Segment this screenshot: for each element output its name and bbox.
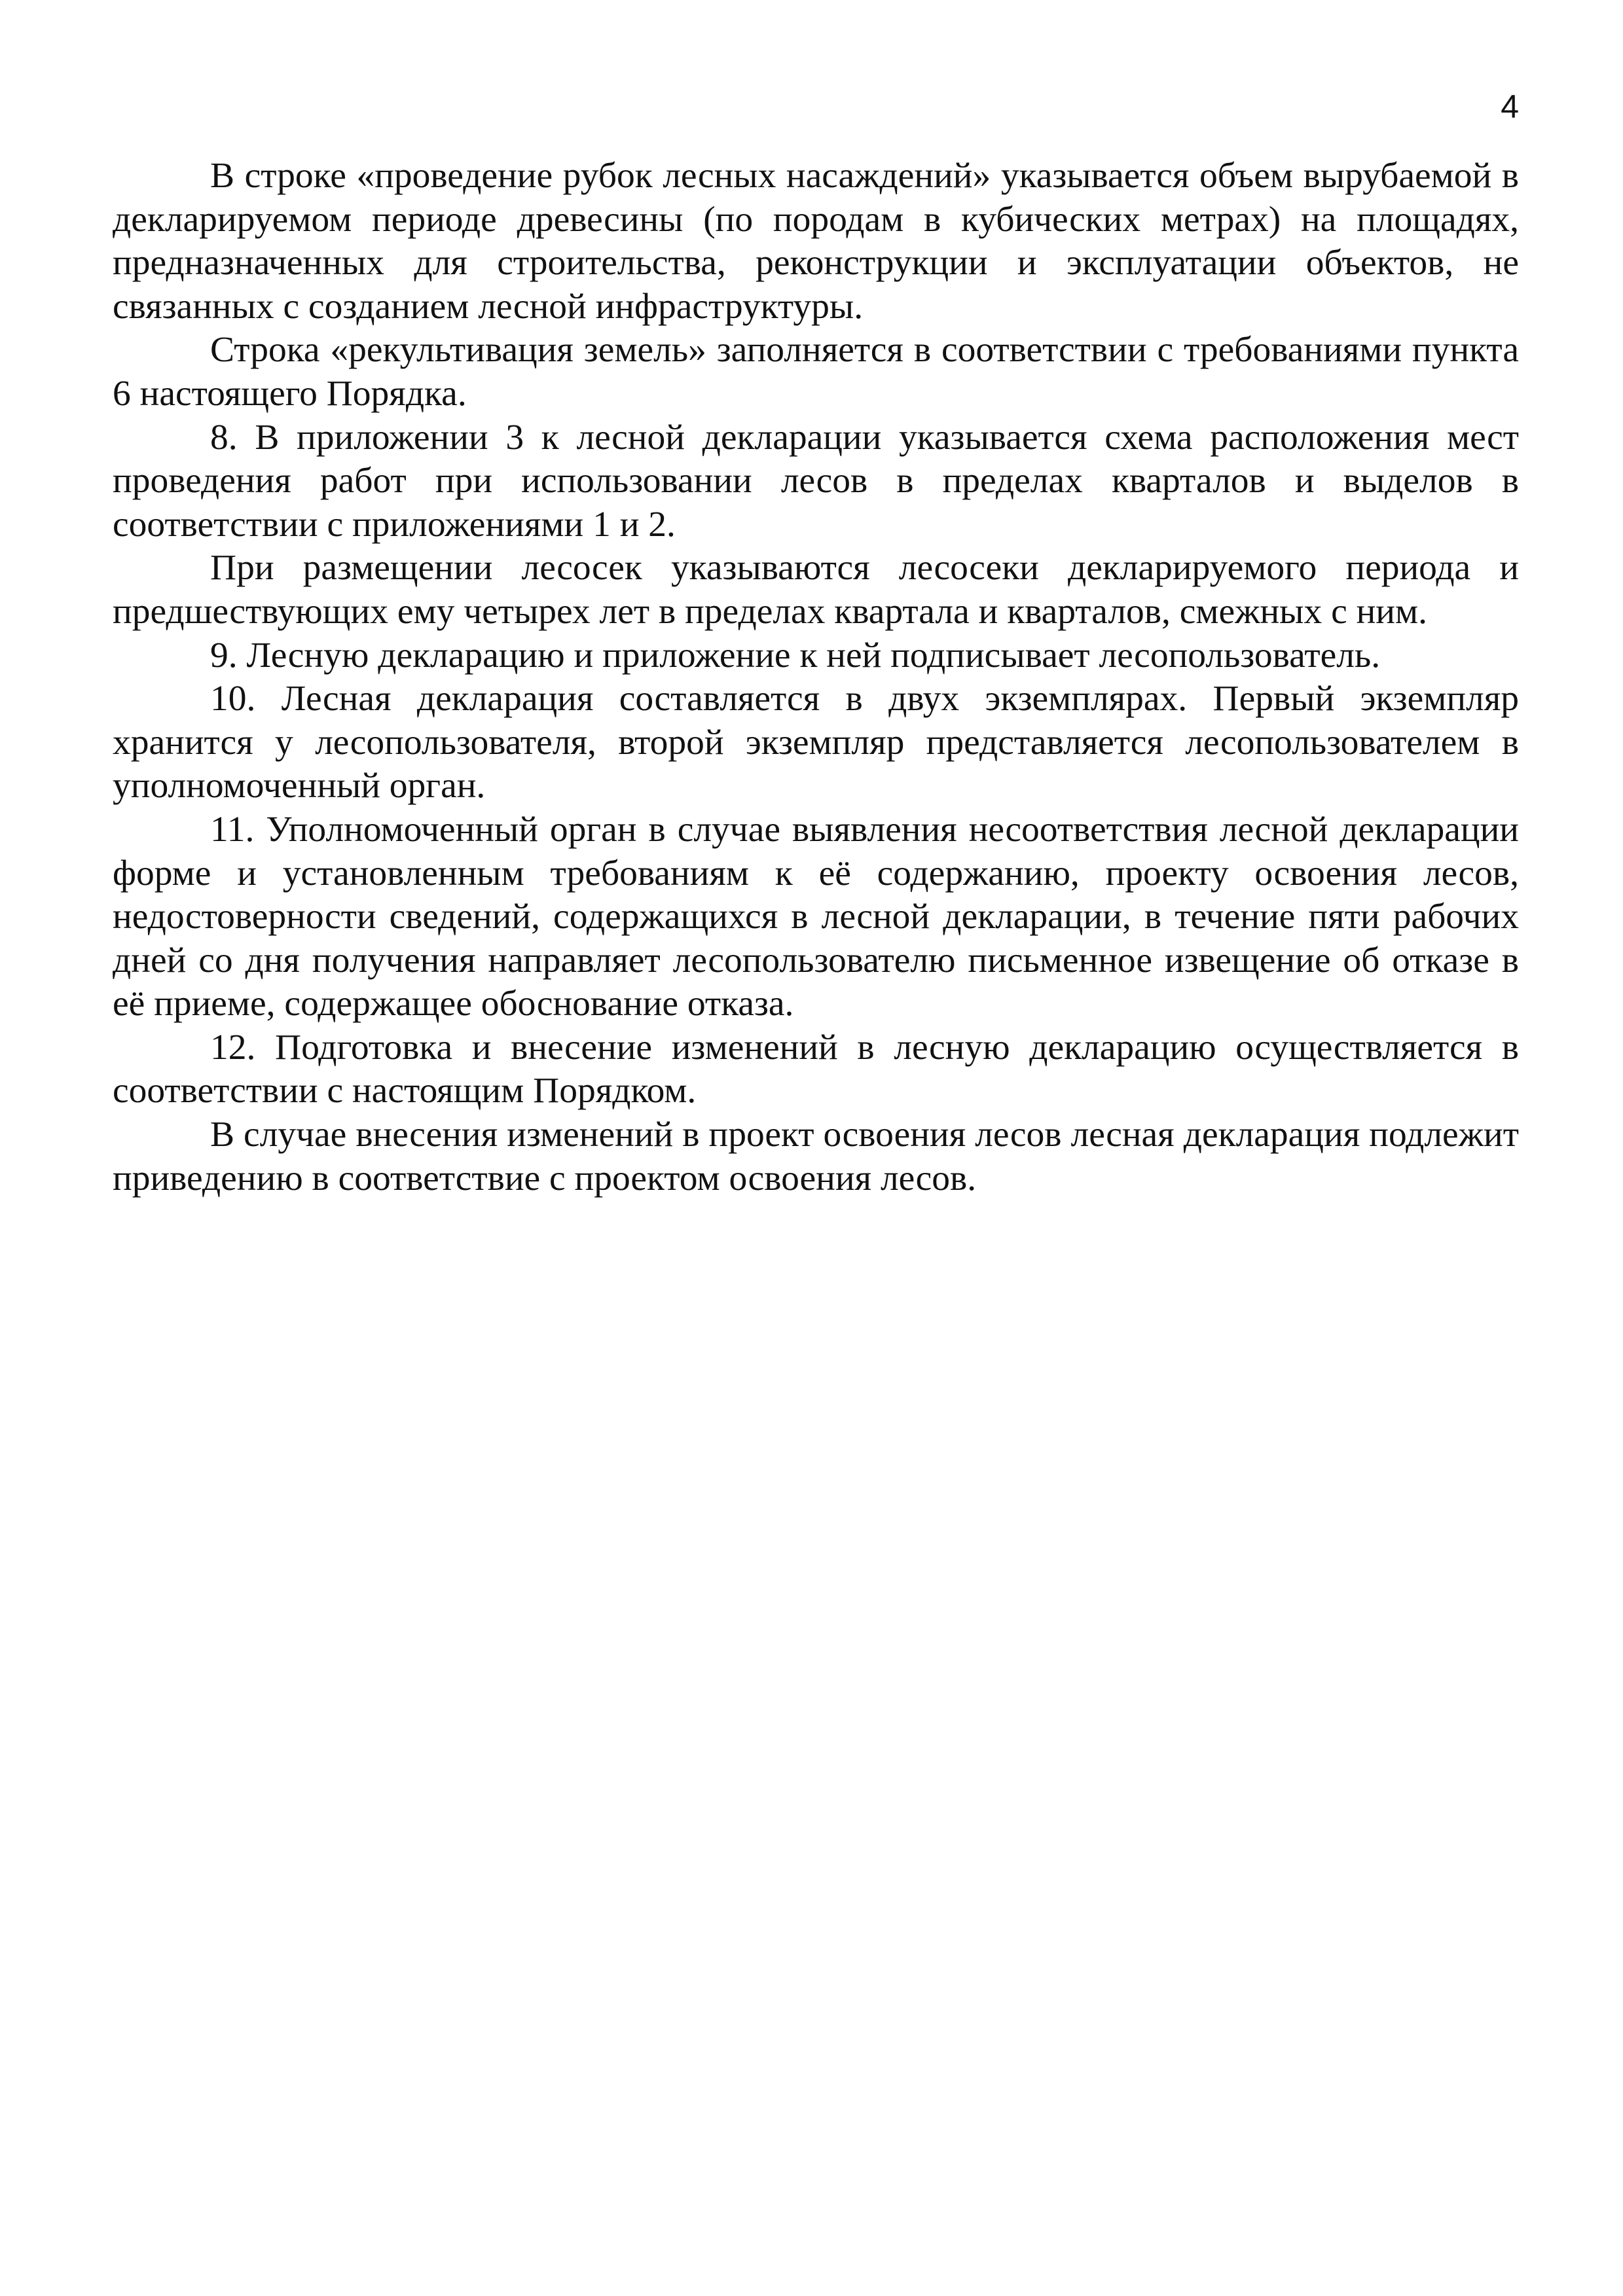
paragraph-item-9: 9. Лесную декларацию и приложение к ней подписывает лесопользователь. — [210, 635, 1381, 675]
paragraph-item-10: 10. Лесная декларация составляется в двух экземплярах. Первый экземпляр хранится у лесопользователя, второй экземпляр представляется лесопользователем в уполномоченный орган. — [113, 679, 1519, 806]
paragraph-cutting-areas: При размещении лесосек указываются лесосеки декларируемого периода и предшествующих ему четырех лет в пределах квартала и кварталов, смежных с ним. — [113, 548, 1519, 632]
paragraph-land-reclamation: Строка «рекультивация земель» заполняется в соответствии с требованиями пункта 6 настоящего Порядка. — [113, 330, 1519, 414]
paragraph-item-12: 12. Подготовка и внесение изменений в лесную декларацию осуществляется в соответствии с настоящим Порядком. — [113, 1027, 1519, 1111]
page-number: 4 — [1501, 88, 1519, 125]
paragraph-project-changes: В случае внесения изменений в проект освоения лесов лесная декларация подлежит приведению в соответствие с проектом освоения лесов. — [113, 1115, 1519, 1198]
document-body — [113, 154, 1519, 1200]
paragraph-logging-volume: В строке «проведение рубок лесных насаждений» указывается объем вырубаемой в декларируемом периоде древесины (по породам в кубических метрах) на площадях, предназначенных для строительства, реконструкции и эксплуатации объектов, не связанных с созданием лесной инфраструктуры. — [113, 156, 1519, 327]
paragraph-item-11: 11. Уполномоченный орган в случае выявления несоответствия лесной декларации форме и установленным требованиям к её содержанию, проекту освоения лесов, недостоверности сведений, содержащихся в лесной декларации, в течение пяти рабочих дней со дня получения направляет лесопользователю письменное извещение об отказе в её приеме, содержащее обоснование отказа. — [113, 809, 1519, 1024]
paragraph-item-8: 8. В приложении 3 к лесной декларации указывается схема расположения мест проведения работ при использовании лесов в пределах кварталов и выделов в соответствии с приложениями 1 и 2. — [113, 417, 1519, 545]
